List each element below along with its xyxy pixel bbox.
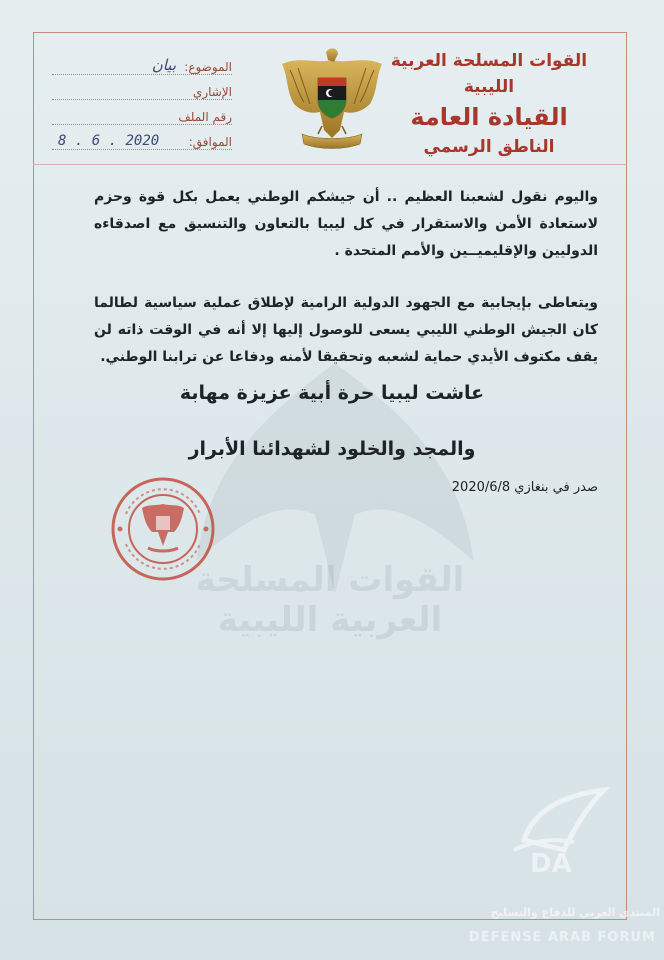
svg-text:DA: DA <box>530 849 572 879</box>
spokesperson-title: الناطق الرسمي <box>423 137 555 157</box>
subject-value: بيان <box>151 56 176 74</box>
date-label: الموافق: <box>188 135 232 149</box>
subject-row <box>52 52 232 75</box>
reference-row <box>52 77 232 100</box>
seal-stamp-icon <box>108 474 218 584</box>
file-number-label: رقم الملف <box>178 110 232 124</box>
letterhead-left <box>52 52 232 152</box>
header-divider <box>33 164 627 165</box>
file-number-row <box>52 102 232 125</box>
date-row <box>52 127 232 150</box>
forum-name-english: DEFENSE ARAB FORUM <box>468 930 656 945</box>
reference-label: الإشاري <box>192 85 232 99</box>
command-name: القيادة العامة <box>410 103 568 131</box>
subject-label: الموضوع: <box>184 60 232 74</box>
slogan-1: عاشت ليبيا حرة أبية عزيزة مهابة <box>179 382 485 404</box>
org-name: القوات المسلحة العربية الليبية <box>390 51 588 97</box>
paragraph-2: ويتعاطى بإيجابية مع الجهود الدولية الرامية لإطلاق عملية سياسية لطالما كان الجيش الوطني الليبي يسعى للوصول إليها إلا أنه في الوقت ذاته لن يقف مكتوف الأيدي حماية لشعبه وتحقيقا لأمنه ودفاعا عن ترابنا الوطني. <box>94 295 598 365</box>
forum-name-arabic: المنتدى العربي للدفاع والتسليح <box>490 906 660 919</box>
slogan-2: والمجد والخلود لشهدائنا الأبرار <box>188 438 476 460</box>
eagle-emblem-icon <box>272 42 392 162</box>
issued-place-date: صدر في بنغازي 2020/6/8 <box>451 480 598 495</box>
letterhead-right <box>374 48 604 160</box>
paragraph-1: واليوم نقول لشعبنا العظيم .. أن جيشكم الوطني يعمل بكل قوة وحزم لاستعادة الأمن والاستقرار في كل ليبيا بالتعاون والتنسيق مع اصدقاءه الدوليين والإقليميــين والأمم المتحدة . <box>94 189 598 259</box>
date-value: 2020 . 6 . 8 <box>58 133 160 149</box>
dfa-logo-icon <box>494 780 624 890</box>
watermark-text: القوات المسلحة العربية الليبية <box>195 560 465 640</box>
